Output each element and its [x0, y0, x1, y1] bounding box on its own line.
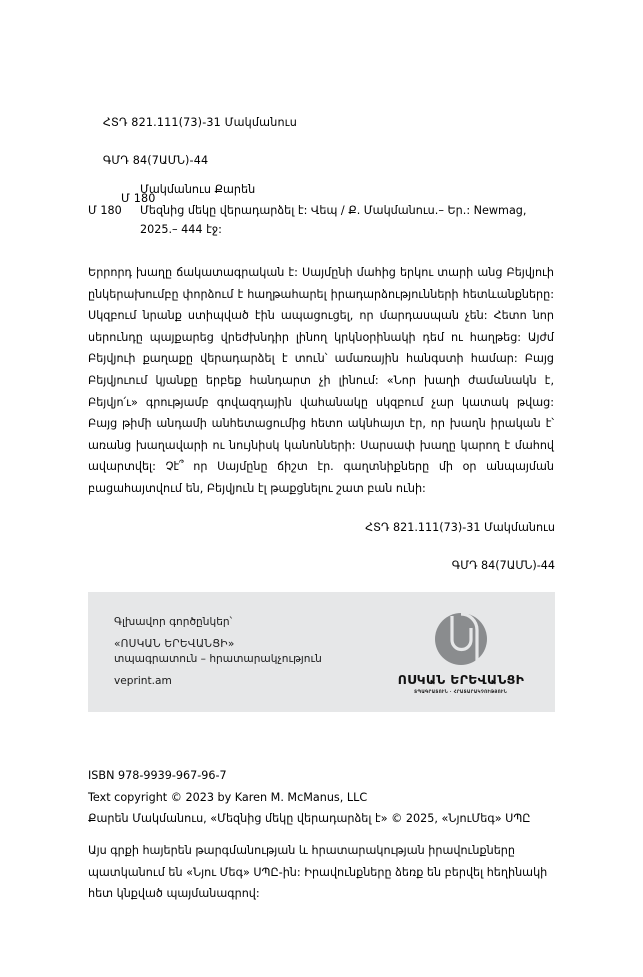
partner-logo	[381, 610, 555, 694]
rights-notice: Այս գրքի հայերեն թարգմանության և հրատարակության իրավունքները պատկանում են «Նյու Մեգ» ՍՊԸ-ին: Իրավունքները ձեռք են բերվել հեղինակի հետ կնքված պայմանագրով:	[88, 844, 548, 900]
partner-panel	[88, 592, 555, 712]
udc-code-top: ՀՏԴ 821.111(73)-31 Մակմանուս	[102, 116, 297, 129]
annotation-text: Երրորդ խաղը ճակատագրական է: Սայմընի մահից երկու տարի անց Բեյվյուի ընկերախումբը փորձում է հաղթահարել իրադարձությունների հետևանքները: Սկզբում նրանք ստիպված էին ապացուցել, որ մարդասպան չեն: Հետո նոր սերունդը պայքարեց վրեժխնդիր լինող կրկնօրինակի դեմ ու հաղթեց: Այժմ Բեյվյուի քաղաքը վերադարձել է տուն՝ ամառային հանգստի համար: Բայց Բեյվյուում կյանքը երբեք հանդարտ չի լինում: «Նոր խաղի ժամանակն է, Բեյվյո՛ւ» գրությամբ գովազդային վահանակը սկզբում չար կատակ թվաց: Բայց թիմի անդամի անհետացումից հետո ակնհայտ էր, որ խաղն իրական է՝ առանց խաղավարի ու նույնիսկ կանոնների: Սարսափ խաղը կարող է մահով ավարտվել: Չէ՞ որ Սայմընը ճիշտ էր. գաղտնիքները մի օր անպայման բացահայտվում են, Բեյվյուն էլ թաքցնելու շատ բան ունի:	[88, 266, 554, 495]
spacer	[114, 630, 381, 637]
catalog-codes-bottom	[351, 499, 555, 594]
bbk-code-top: ԳՄԴ 84(7ԱՄՆ)-44	[102, 154, 209, 167]
biblio-body	[88, 201, 558, 239]
biblio-description: Մեզնից մեկը վերադարձել է: Վեպ / Ք. Մակմանուս.– Եր.: Newmag, 2025.– 444 էջ:	[140, 204, 527, 236]
partner-kind: տպագրատուն – հրատարակչություն	[114, 653, 322, 665]
bibliographic-record	[88, 180, 558, 239]
partner-name: «ՈՍԿԱՆ ԵՐԵՎԱՆՑԻ»	[114, 638, 235, 650]
oskan-yerevantsi-circle-mark-icon	[432, 610, 490, 668]
partner-logo-subtitle: ՏՊԱԳՐԱՏՈՒՆ · ՀՐԱՏԱՐԱԿՉՈՒԹՅՈՒՆ	[414, 688, 508, 694]
colophon	[88, 765, 558, 830]
isbn-line: ISBN 978-9939-967-96-7	[88, 769, 227, 782]
partner-website[interactable]: veprint.am	[114, 675, 172, 687]
text-copyright-line: Text copyright © 2023 by Karen M. McManus, LLC	[88, 790, 368, 804]
author-sign-top: Մ 180	[121, 192, 156, 205]
bbk-code-bottom: ԳՄԴ 84(7ԱՄՆ)-44	[451, 559, 555, 572]
spacer	[114, 667, 381, 674]
partner-lead-label: Գլխավոր գործընկեր՝	[114, 616, 233, 628]
armenian-copyright-line: Քարեն Մակմանուս, «Մեզնից մեկը վերադարձել է» © 2025, «ՆյուՄեգ» ՍՊԸ	[88, 812, 531, 825]
partner-logo-wordmark: ՈՍԿԱՆ ԵՐԵՎԱՆՑԻ	[397, 672, 525, 688]
partner-details	[88, 615, 381, 689]
biblio-author-sign: Մ 180	[88, 204, 122, 217]
biblio-author: Մակմանուս Քարեն	[140, 183, 256, 196]
udc-code-bottom: ՀՏԴ 821.111(73)-31 Մակմանուս	[365, 521, 555, 534]
